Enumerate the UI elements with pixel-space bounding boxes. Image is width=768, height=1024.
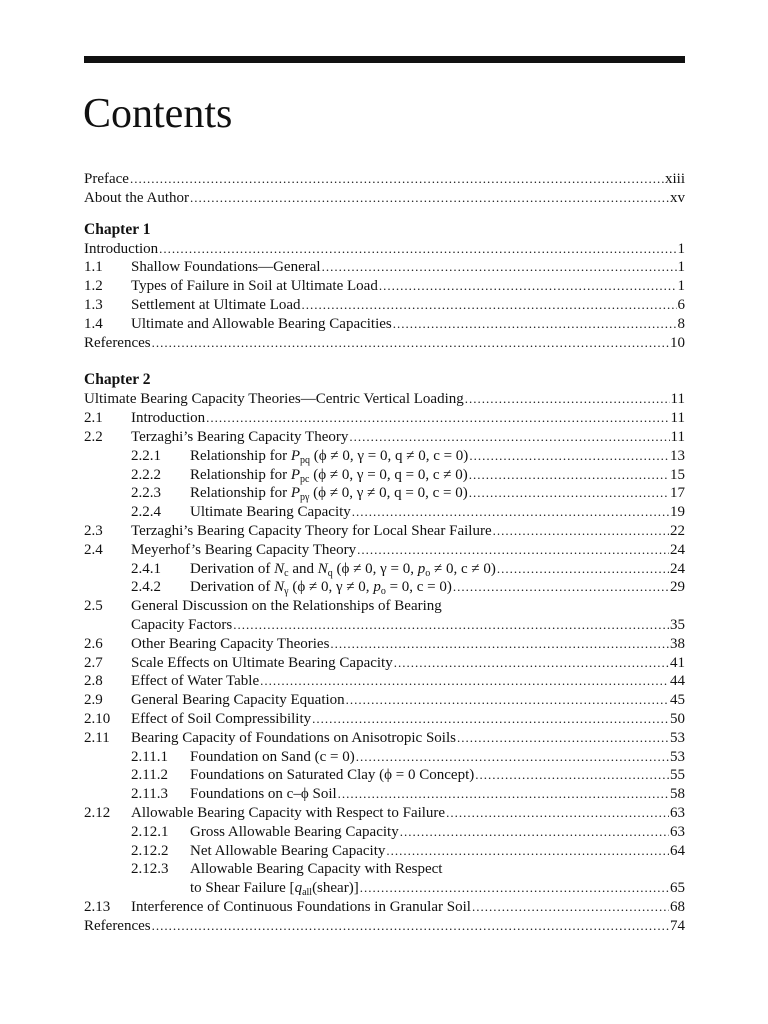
section-number: 2.3: [84, 522, 103, 539]
toc-entry[interactable]: [84, 409, 685, 428]
toc-entry[interactable]: [84, 597, 685, 616]
section-number: 2.9: [84, 692, 103, 709]
toc-page-number: 41: [670, 654, 685, 671]
toc-entry-text: About the Author: [84, 189, 189, 206]
toc-entry[interactable]: [84, 428, 685, 447]
chapter-1-entries: [84, 240, 685, 353]
leader-dots: [130, 170, 664, 189]
top-rule: [84, 56, 685, 63]
toc-page-number: 19: [670, 504, 685, 521]
leader-dots: [469, 466, 669, 485]
section-number: 2.2.4: [131, 504, 161, 521]
chapter-heading: Chapter 2: [84, 371, 151, 389]
leader-dots: [393, 315, 677, 334]
toc-entry[interactable]: [84, 277, 685, 296]
toc-entry-text: Settlement at Ultimate Load: [131, 296, 301, 313]
leader-dots: [190, 189, 669, 208]
toc-entry-preface[interactable]: [84, 170, 685, 189]
section-number: 2.7: [84, 654, 103, 671]
toc-entry-text: Ultimate Bearing Capacity: [190, 504, 351, 521]
toc-page-number: 1: [677, 240, 685, 257]
toc-entry-text: Relationship for $P_{pc}$ (ϕ ≠ 0, γ = 0, q = 0, c ≠ 0): [190, 466, 468, 485]
toc-entry-text: Foundations on c–ϕ Soil: [190, 786, 337, 803]
toc-entry-text: References: [84, 917, 151, 934]
leader-dots: [497, 560, 669, 579]
leader-dots: [206, 409, 669, 428]
toc-entry[interactable]: [84, 616, 685, 635]
toc-entry[interactable]: [84, 748, 685, 767]
toc-entry-text: Net Allowable Bearing Capacity: [190, 842, 386, 859]
leader-dots: [453, 578, 669, 597]
toc-entry[interactable]: [84, 560, 685, 579]
toc-entry-text: References: [84, 334, 151, 351]
leader-dots: [465, 390, 670, 409]
toc-entry[interactable]: [84, 672, 685, 691]
toc-entry-text: Other Bearing Capacity Theories: [131, 635, 330, 652]
section-number: 2.11: [84, 729, 110, 746]
toc-entry[interactable]: [84, 296, 685, 315]
toc-entry[interactable]: [84, 484, 685, 503]
leader-dots: [260, 672, 669, 691]
toc-entry-text: Effect of Soil Compressibility: [131, 710, 312, 727]
toc-page-number: 45: [670, 692, 685, 709]
section-number: 2.1: [84, 410, 103, 427]
leader-dots: [472, 898, 669, 917]
toc-entry[interactable]: [84, 804, 685, 823]
leader-dots: [352, 503, 669, 522]
table-of-contents: [84, 170, 685, 935]
toc-entry-text: Relationship for $P_{pq}$ (ϕ ≠ 0, γ = 0, q ≠ 0, c = 0): [190, 447, 469, 466]
toc-entry[interactable]: [84, 785, 685, 804]
chapter-heading: Chapter 1: [84, 220, 151, 238]
section-number: 2.8: [84, 673, 103, 690]
toc-entry[interactable]: [84, 240, 685, 259]
toc-entry[interactable]: [84, 447, 685, 466]
leader-dots: [400, 823, 669, 842]
toc-entry-text: Ultimate and Allowable Bearing Capacities: [131, 315, 392, 332]
toc-page-number: 53: [670, 729, 685, 746]
toc-page-number: 53: [670, 748, 685, 765]
toc-entry-text: Interference of Continuous Foundations in Granular Soil: [131, 898, 471, 915]
leader-dots: [493, 522, 669, 541]
toc-entry-text: Shallow Foundations—General: [131, 259, 321, 276]
leader-dots: [346, 691, 669, 710]
toc-entry[interactable]: [84, 578, 685, 597]
leader-dots: [357, 541, 669, 560]
toc-page-number: 11: [670, 391, 685, 408]
leader-dots: [312, 710, 669, 729]
toc-page-number: 68: [670, 898, 685, 915]
toc-entry[interactable]: [84, 258, 685, 277]
chapter-2-entries: [84, 390, 685, 935]
toc-entry-text: General Bearing Capacity Equation: [131, 692, 345, 709]
leader-dots: [349, 428, 669, 447]
leader-dots: [152, 334, 669, 353]
toc-entry[interactable]: [84, 654, 685, 673]
toc-page-number: 64: [670, 842, 685, 859]
toc-page-number: 29: [670, 579, 685, 596]
section-number: 2.12.2: [131, 842, 169, 859]
toc-entry[interactable]: [84, 860, 685, 879]
toc-page-number: 8: [677, 315, 685, 332]
toc-page-number: 55: [670, 767, 685, 784]
toc-page-number: 74: [670, 917, 685, 934]
toc-entry-text: Terzaghi’s Bearing Capacity Theory for Local Shear Failure: [131, 522, 492, 539]
section-number: 2.2.2: [131, 466, 161, 483]
section-number: 2.5: [84, 598, 103, 615]
section-number: 2.12.1: [131, 823, 169, 840]
page-title: Contents: [83, 91, 233, 137]
toc-entry[interactable]: [84, 315, 685, 334]
toc-entry[interactable]: [84, 823, 685, 842]
toc-entry[interactable]: [84, 466, 685, 485]
leader-dots: [330, 635, 669, 654]
leader-dots: [469, 447, 669, 466]
toc-entry-about-author[interactable]: [84, 189, 685, 208]
toc-entry-text: Relationship for $P_{p\gamma}$ (ϕ ≠ 0, γ ≠ 0, q = 0, c = 0): [190, 485, 468, 504]
toc-page-number: 58: [670, 786, 685, 803]
leader-dots: [394, 654, 669, 673]
toc-entry-text: Foundation on Sand (c = 0): [190, 748, 355, 765]
toc-entry-text: Derivation of $N_c$ and $N_q$ (ϕ ≠ 0, γ = 0, $p_o \ne 0$, c ≠ 0): [190, 560, 496, 579]
toc-page-number: 13: [670, 447, 685, 464]
toc-entry-text: Scale Effects on Ultimate Bearing Capacity: [131, 654, 393, 671]
toc-entry-text: Allowable Bearing Capacity with Respect to Failure: [131, 804, 446, 821]
toc-entry[interactable]: [84, 729, 685, 748]
toc-entry-text: Types of Failure in Soil at Ultimate Load: [131, 278, 378, 295]
toc-page-number: 1: [677, 278, 685, 295]
toc-page-number: 6: [677, 296, 685, 313]
toc-page-number: 63: [670, 823, 685, 840]
toc-entry[interactable]: [84, 390, 685, 409]
section-number: 1.2: [84, 278, 103, 295]
leader-dots: [379, 277, 677, 296]
toc-entry[interactable]: [84, 691, 685, 710]
section-number: 2.11.1: [131, 748, 168, 765]
section-number: 2.11.2: [131, 767, 168, 784]
toc-entry[interactable]: [84, 879, 685, 898]
leader-dots: [338, 785, 669, 804]
leader-dots: [386, 842, 669, 861]
section-number: 2.2.1: [131, 447, 161, 464]
toc-entry[interactable]: [84, 522, 685, 541]
leader-dots: [469, 484, 669, 503]
toc-page-number: 63: [670, 804, 685, 821]
section-number: 1.3: [84, 296, 103, 313]
section-number: 2.11.3: [131, 786, 168, 803]
toc-page-number: 11: [670, 410, 685, 427]
toc-page-number: 50: [670, 710, 685, 727]
toc-page-number: 1: [677, 259, 685, 276]
toc-page-number: 24: [670, 560, 685, 577]
toc-entry[interactable]: [84, 635, 685, 654]
toc-entry-text: Terzaghi’s Bearing Capacity Theory: [131, 428, 349, 445]
toc-entry-text: Allowable Bearing Capacity with Respect: [190, 861, 443, 878]
leader-dots: [233, 616, 669, 635]
toc-entry[interactable]: [84, 842, 685, 861]
toc-entry-text: Capacity Factors: [131, 616, 233, 633]
toc-entry-text: to Shear Failure $[q_{all}(shear)]$: [190, 880, 359, 899]
leader-dots: [446, 804, 669, 823]
section-number: 2.12: [84, 804, 111, 821]
leader-dots: [475, 766, 669, 785]
toc-entry[interactable]: [84, 917, 685, 936]
toc-entry-text: Introduction: [131, 410, 206, 427]
toc-entry[interactable]: [84, 710, 685, 729]
toc-entry[interactable]: [84, 334, 685, 353]
toc-entry[interactable]: [84, 898, 685, 917]
toc-page-number: xv: [670, 189, 685, 206]
leader-dots: [152, 917, 669, 936]
section-number: 2.6: [84, 635, 103, 652]
toc-entry-text: General Discussion on the Relationships of Bearing: [131, 598, 442, 615]
section-number: 2.10: [84, 710, 111, 727]
toc-entry-text: Meyerhof’s Bearing Capacity Theory: [131, 541, 357, 558]
leader-dots: [457, 729, 669, 748]
toc-page-number: 44: [670, 673, 685, 690]
section-number: 2.4: [84, 541, 103, 558]
section-number: 2.4.2: [131, 579, 161, 596]
toc-entry-text: Effect of Water Table: [131, 673, 260, 690]
toc-page-number: 15: [670, 466, 685, 483]
section-number: 2.2.3: [131, 485, 161, 502]
toc-entry-text: Foundations on Saturated Clay (ϕ = 0 Concept): [190, 767, 475, 784]
toc-entry-text: Derivation of $N_\gamma$ (ϕ ≠ 0, γ ≠ 0, $p_o = 0$, c = 0): [190, 579, 452, 598]
section-number: 2.4.1: [131, 560, 161, 577]
toc-entry-text: Introduction: [84, 240, 159, 257]
leader-dots: [302, 296, 677, 315]
toc-entry[interactable]: [84, 766, 685, 785]
toc-entry-text: Bearing Capacity of Foundations on Anisotropic Soils: [131, 729, 456, 746]
section-number: 2.2: [84, 428, 103, 445]
toc-entry-text: Preface: [84, 171, 129, 187]
leader-dots: [322, 258, 677, 277]
toc-page-number: 17: [670, 485, 685, 502]
toc-page-number: 38: [670, 635, 685, 652]
toc-page-number: 11: [670, 428, 685, 445]
toc-entry-text: Ultimate Bearing Capacity Theories—Centric Vertical Loading: [84, 391, 464, 408]
toc-page-number: 22: [670, 522, 685, 539]
section-number: 2.13: [84, 898, 111, 915]
toc-page-number: 10: [670, 334, 685, 351]
toc-page-number: 24: [670, 541, 685, 558]
toc-page-number: 65: [670, 880, 685, 897]
toc-page-number: xiii: [664, 171, 685, 187]
section-number: 1.1: [84, 259, 103, 276]
section-number: 1.4: [84, 315, 103, 332]
leader-dots: [356, 748, 669, 767]
toc-entry[interactable]: [84, 541, 685, 560]
toc-entry-text: Gross Allowable Bearing Capacity: [190, 823, 399, 840]
toc-entry[interactable]: [84, 503, 685, 522]
section-number: 2.12.3: [131, 861, 169, 878]
leader-dots: [159, 240, 676, 259]
leader-dots: [360, 879, 669, 898]
toc-page-number: 35: [670, 616, 685, 633]
